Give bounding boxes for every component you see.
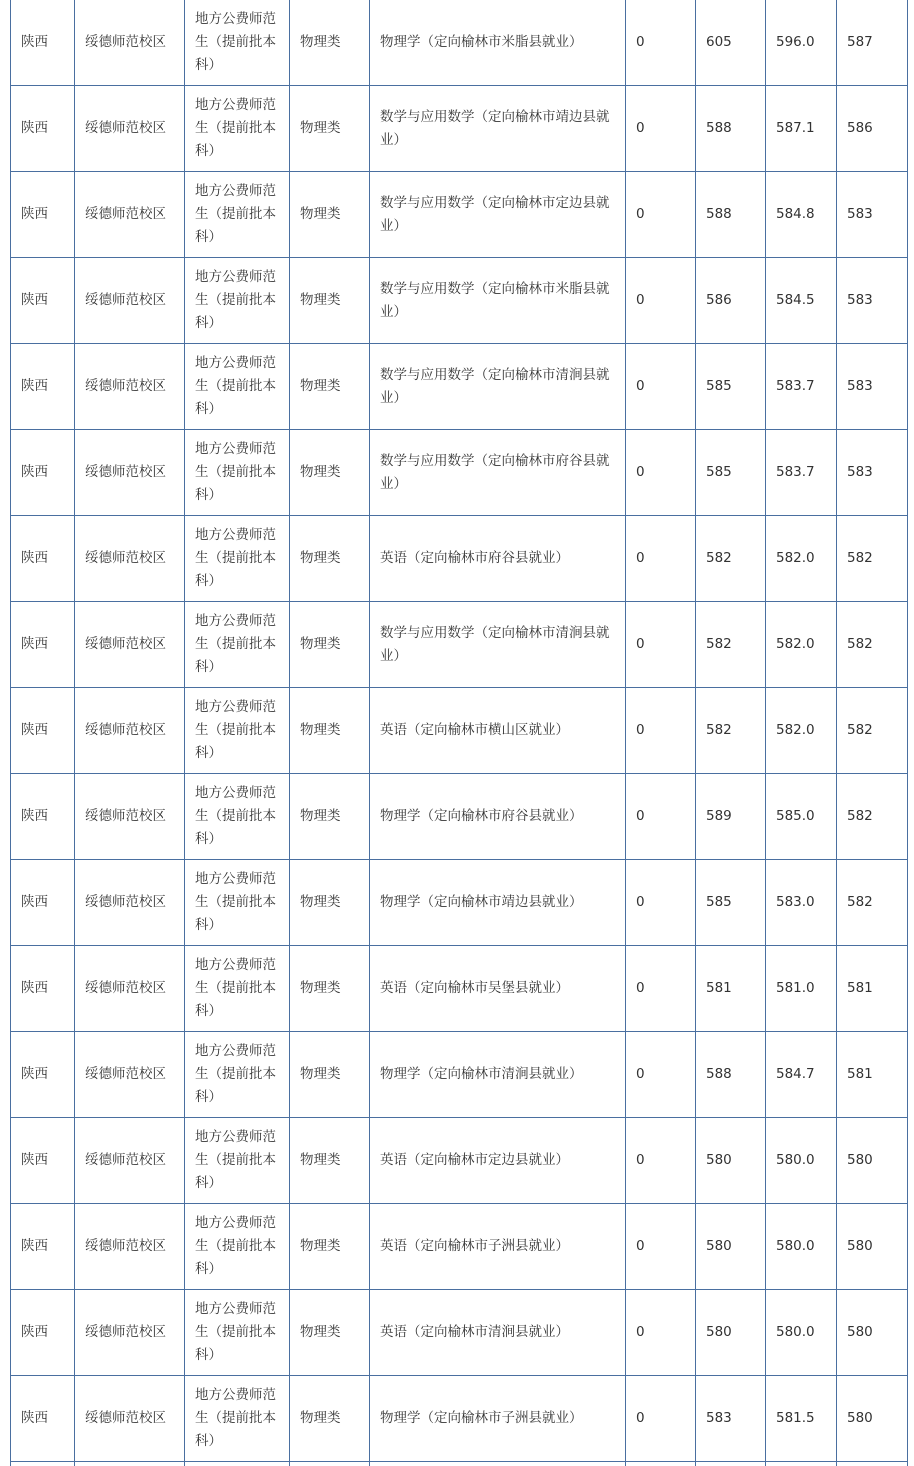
subject-category-cell: 物理类 <box>290 602 370 688</box>
empty-cell <box>626 1462 696 1466</box>
province-cell: 陕西 <box>11 860 75 946</box>
column-6-cell: 0 <box>626 946 696 1032</box>
min-score-cell: 580 <box>837 1376 908 1462</box>
subject-category-cell: 物理类 <box>290 258 370 344</box>
campus-cell: 绥德师范校区 <box>75 946 185 1032</box>
campus-cell: 绥德师范校区 <box>75 430 185 516</box>
province-cell: 陕西 <box>11 344 75 430</box>
max-score-cell: 588 <box>696 172 766 258</box>
subject-category-cell: 物理类 <box>290 344 370 430</box>
max-score-cell: 585 <box>696 860 766 946</box>
subject-category-cell: 物理类 <box>290 1204 370 1290</box>
average-score-cell: 580.0 <box>766 1118 837 1204</box>
batch-cell: 地方公费师范生（提前批本科） <box>185 172 290 258</box>
column-6-cell: 0 <box>626 860 696 946</box>
campus-cell: 绥德师范校区 <box>75 688 185 774</box>
province-cell: 陕西 <box>11 86 75 172</box>
empty-cell <box>370 1462 626 1466</box>
province-cell: 陕西 <box>11 516 75 602</box>
column-6-cell: 0 <box>626 1204 696 1290</box>
subject-category-cell: 物理类 <box>290 1290 370 1376</box>
subject-category-cell: 物理类 <box>290 1376 370 1462</box>
subject-category-cell: 物理类 <box>290 1032 370 1118</box>
min-score-cell: 586 <box>837 86 908 172</box>
average-score-cell: 583.0 <box>766 860 837 946</box>
max-score-cell: 585 <box>696 344 766 430</box>
major-cell: 物理学（定向榆林市子洲县就业） <box>370 1376 626 1462</box>
column-6-cell: 0 <box>626 258 696 344</box>
min-score-cell: 583 <box>837 430 908 516</box>
max-score-cell: 582 <box>696 688 766 774</box>
major-cell: 英语（定向榆林市横山区就业） <box>370 688 626 774</box>
subject-category-cell: 物理类 <box>290 86 370 172</box>
average-score-cell: 596.0 <box>766 0 837 86</box>
batch-cell: 地方公费师范生（提前批本科） <box>185 0 290 86</box>
batch-cell: 地方公费师范生（提前批本科） <box>185 774 290 860</box>
major-cell: 物理学（定向榆林市府谷县就业） <box>370 774 626 860</box>
column-6-cell: 0 <box>626 344 696 430</box>
average-score-cell: 582.0 <box>766 516 837 602</box>
max-score-cell: 582 <box>696 602 766 688</box>
average-score-cell: 582.0 <box>766 602 837 688</box>
max-score-cell: 588 <box>696 1032 766 1118</box>
table-row <box>11 0 908 86</box>
subject-category-cell: 物理类 <box>290 946 370 1032</box>
column-6-cell: 0 <box>626 1032 696 1118</box>
major-cell: 数学与应用数学（定向榆林市清涧县就业） <box>370 602 626 688</box>
max-score-cell: 588 <box>696 86 766 172</box>
max-score-cell: 586 <box>696 258 766 344</box>
column-6-cell: 0 <box>626 1118 696 1204</box>
average-score-cell: 584.5 <box>766 258 837 344</box>
table-row <box>11 258 908 344</box>
batch-cell: 地方公费师范生（提前批本科） <box>185 1204 290 1290</box>
table-row <box>11 430 908 516</box>
empty-cell <box>766 1462 837 1466</box>
table-row <box>11 860 908 946</box>
column-6-cell: 0 <box>626 688 696 774</box>
campus-cell: 绥德师范校区 <box>75 1290 185 1376</box>
province-cell: 陕西 <box>11 258 75 344</box>
subject-category-cell: 物理类 <box>290 430 370 516</box>
major-cell: 数学与应用数学（定向榆林市清涧县就业） <box>370 344 626 430</box>
max-score-cell: 581 <box>696 946 766 1032</box>
batch-cell: 地方公费师范生（提前批本科） <box>185 946 290 1032</box>
min-score-cell: 582 <box>837 860 908 946</box>
subject-category-cell: 物理类 <box>290 0 370 86</box>
major-cell: 英语（定向榆林市子洲县就业） <box>370 1204 626 1290</box>
average-score-cell: 584.8 <box>766 172 837 258</box>
min-score-cell: 581 <box>837 946 908 1032</box>
max-score-cell: 583 <box>696 1376 766 1462</box>
subject-category-cell: 物理类 <box>290 172 370 258</box>
column-6-cell: 0 <box>626 430 696 516</box>
major-cell: 数学与应用数学（定向榆林市府谷县就业） <box>370 430 626 516</box>
min-score-cell: 580 <box>837 1204 908 1290</box>
table-row <box>11 1376 908 1462</box>
province-cell: 陕西 <box>11 1204 75 1290</box>
province-cell: 陕西 <box>11 602 75 688</box>
campus-cell: 绥德师范校区 <box>75 86 185 172</box>
major-cell: 英语（定向榆林市清涧县就业） <box>370 1290 626 1376</box>
campus-cell: 绥德师范校区 <box>75 1376 185 1462</box>
major-cell: 数学与应用数学（定向榆林市米脂县就业） <box>370 258 626 344</box>
subject-category-cell: 物理类 <box>290 688 370 774</box>
average-score-cell: 585.0 <box>766 774 837 860</box>
table-body <box>11 0 908 1466</box>
min-score-cell: 582 <box>837 602 908 688</box>
min-score-cell: 582 <box>837 688 908 774</box>
province-cell: 陕西 <box>11 1376 75 1462</box>
table-row <box>11 602 908 688</box>
batch-cell: 地方公费师范生（提前批本科） <box>185 516 290 602</box>
max-score-cell: 585 <box>696 430 766 516</box>
batch-cell: 地方公费师范生（提前批本科） <box>185 430 290 516</box>
batch-cell: 地方公费师范生（提前批本科） <box>185 1118 290 1204</box>
max-score-cell: 605 <box>696 0 766 86</box>
max-score-cell: 580 <box>696 1204 766 1290</box>
major-cell: 英语（定向榆林市吴堡县就业） <box>370 946 626 1032</box>
campus-cell: 绥德师范校区 <box>75 344 185 430</box>
province-cell: 陕西 <box>11 1290 75 1376</box>
table-row <box>11 172 908 258</box>
province-cell: 陕西 <box>11 1032 75 1118</box>
table-row <box>11 946 908 1032</box>
province-cell: 陕西 <box>11 946 75 1032</box>
batch-cell: 地方公费师范生（提前批本科） <box>185 1376 290 1462</box>
empty-cell <box>11 1462 75 1466</box>
campus-cell: 绥德师范校区 <box>75 172 185 258</box>
province-cell: 陕西 <box>11 688 75 774</box>
column-6-cell: 0 <box>626 1376 696 1462</box>
average-score-cell: 587.1 <box>766 86 837 172</box>
batch-cell: 地方公费师范生（提前批本科） <box>185 86 290 172</box>
campus-cell: 绥德师范校区 <box>75 516 185 602</box>
max-score-cell: 580 <box>696 1290 766 1376</box>
major-cell: 数学与应用数学（定向榆林市定边县就业） <box>370 172 626 258</box>
table-row <box>11 344 908 430</box>
empty-cell <box>837 1462 908 1466</box>
min-score-cell: 583 <box>837 172 908 258</box>
province-cell: 陕西 <box>11 1118 75 1204</box>
campus-cell: 绥德师范校区 <box>75 0 185 86</box>
max-score-cell: 582 <box>696 516 766 602</box>
min-score-cell: 582 <box>837 774 908 860</box>
batch-cell: 地方公费师范生（提前批本科） <box>185 602 290 688</box>
empty-cell <box>696 1462 766 1466</box>
batch-cell: 地方公费师范生（提前批本科） <box>185 1290 290 1376</box>
max-score-cell: 589 <box>696 774 766 860</box>
major-cell: 数学与应用数学（定向榆林市靖边县就业） <box>370 86 626 172</box>
batch-cell: 地方公费师范生（提前批本科） <box>185 860 290 946</box>
column-6-cell: 0 <box>626 774 696 860</box>
major-cell: 物理学（定向榆林市清涧县就业） <box>370 1032 626 1118</box>
max-score-cell: 580 <box>696 1118 766 1204</box>
major-cell: 物理学（定向榆林市米脂县就业） <box>370 0 626 86</box>
min-score-cell: 581 <box>837 1032 908 1118</box>
campus-cell: 绥德师范校区 <box>75 602 185 688</box>
subject-category-cell: 物理类 <box>290 1118 370 1204</box>
column-6-cell: 0 <box>626 86 696 172</box>
campus-cell: 绥德师范校区 <box>75 1032 185 1118</box>
subject-category-cell: 物理类 <box>290 774 370 860</box>
column-6-cell: 0 <box>626 172 696 258</box>
batch-cell: 地方公费师范生（提前批本科） <box>185 1032 290 1118</box>
min-score-cell: 582 <box>837 516 908 602</box>
average-score-cell: 581.0 <box>766 946 837 1032</box>
province-cell: 陕西 <box>11 0 75 86</box>
province-cell: 陕西 <box>11 774 75 860</box>
table-row <box>11 1118 908 1204</box>
column-6-cell: 0 <box>626 602 696 688</box>
table-row <box>11 516 908 602</box>
min-score-cell: 583 <box>837 258 908 344</box>
average-score-cell: 581.5 <box>766 1376 837 1462</box>
average-score-cell: 580.0 <box>766 1290 837 1376</box>
table-row <box>11 774 908 860</box>
average-score-cell: 583.7 <box>766 344 837 430</box>
empty-cell <box>290 1462 370 1466</box>
major-cell: 物理学（定向榆林市靖边县就业） <box>370 860 626 946</box>
batch-cell: 地方公费师范生（提前批本科） <box>185 688 290 774</box>
empty-cell <box>185 1462 290 1466</box>
average-score-cell: 580.0 <box>766 1204 837 1290</box>
table-row-partial <box>11 1462 908 1466</box>
average-score-cell: 583.7 <box>766 430 837 516</box>
column-6-cell: 0 <box>626 1290 696 1376</box>
column-6-cell: 0 <box>626 0 696 86</box>
batch-cell: 地方公费师范生（提前批本科） <box>185 344 290 430</box>
min-score-cell: 580 <box>837 1290 908 1376</box>
campus-cell: 绥德师范校区 <box>75 774 185 860</box>
province-cell: 陕西 <box>11 430 75 516</box>
empty-cell <box>75 1462 185 1466</box>
average-score-cell: 582.0 <box>766 688 837 774</box>
table-row <box>11 688 908 774</box>
campus-cell: 绥德师范校区 <box>75 860 185 946</box>
campus-cell: 绥德师范校区 <box>75 258 185 344</box>
campus-cell: 绥德师范校区 <box>75 1204 185 1290</box>
major-cell: 英语（定向榆林市定边县就业） <box>370 1118 626 1204</box>
table-row <box>11 1032 908 1118</box>
average-score-cell: 584.7 <box>766 1032 837 1118</box>
min-score-cell: 580 <box>837 1118 908 1204</box>
campus-cell: 绥德师范校区 <box>75 1118 185 1204</box>
province-cell: 陕西 <box>11 172 75 258</box>
batch-cell: 地方公费师范生（提前批本科） <box>185 258 290 344</box>
column-6-cell: 0 <box>626 516 696 602</box>
table-row <box>11 86 908 172</box>
major-cell: 英语（定向榆林市府谷县就业） <box>370 516 626 602</box>
subject-category-cell: 物理类 <box>290 860 370 946</box>
min-score-cell: 587 <box>837 0 908 86</box>
min-score-cell: 583 <box>837 344 908 430</box>
table-row <box>11 1204 908 1290</box>
table-row <box>11 1290 908 1376</box>
subject-category-cell: 物理类 <box>290 516 370 602</box>
admission-scores-table <box>10 0 908 1466</box>
